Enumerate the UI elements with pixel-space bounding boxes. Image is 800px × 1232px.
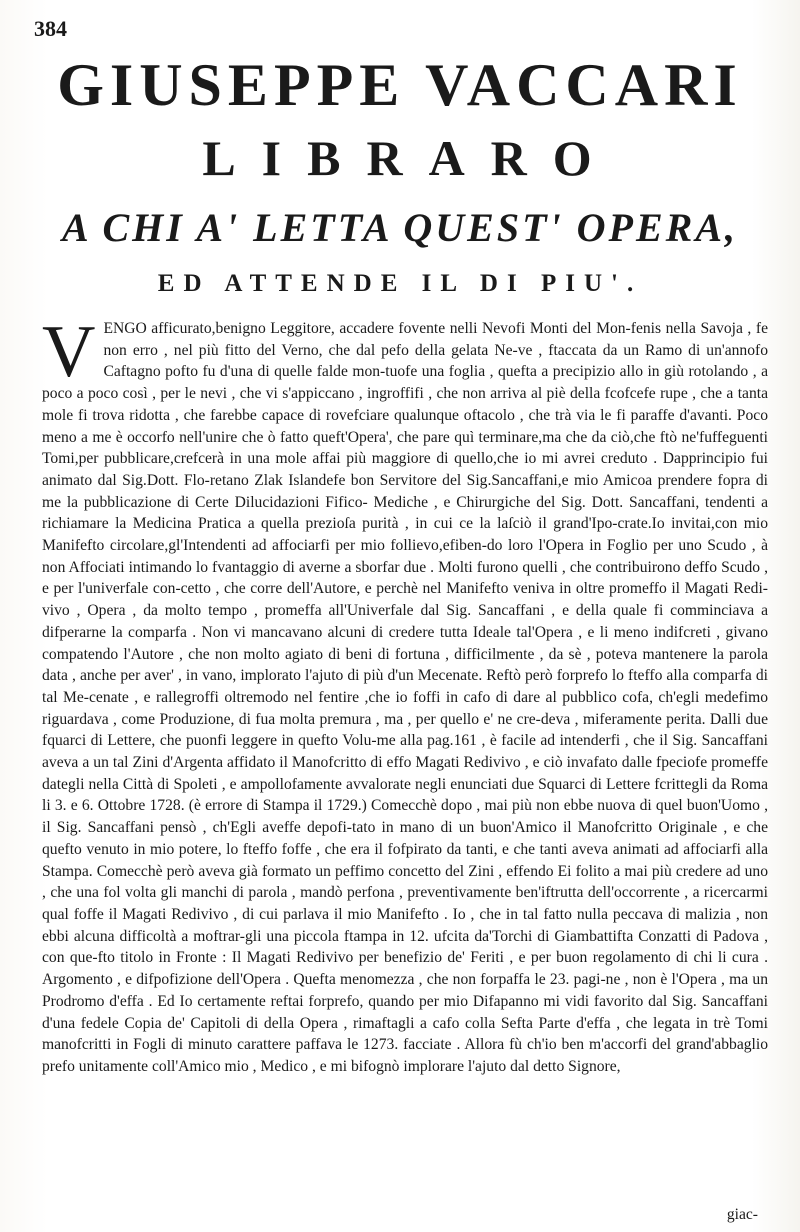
dedication-heading: A CHI A' LETTA QUEST' OPERA, — [62, 205, 738, 250]
subtitle-heading: ED ATTENDE IL DI PIU'. — [157, 270, 643, 297]
printer-profession: LIBRARO — [202, 130, 618, 186]
page-number: 384 — [34, 16, 67, 41]
catchword: giac- — [726, 1206, 758, 1223]
body-paragraph — [42, 311, 768, 1078]
printer-name: GIUSEPPE VACCARI — [57, 52, 743, 118]
body-text — [42, 311, 768, 1078]
paragraph-text: ENGO afficurato,benigno Leggitore, accadere fovente nelli Nevofi Monti del Mon-fenis nella Savoja , fe non erro , nel più fitto del Verno, che dal pefo della gelata Ne-ve , ftaccata da un Ramo di un'annofo Caftagno pofto fu d'una di quelle falde mon-tuofe una foglia , quefta a precipizio allo in giù rotolando , a poco a poco così , per le nevi , che vi s'appiccano , ingroffifi , che non arriva al piè della fcofcefe rupe , che a tanta mole fi trova ridotta , che farebbe capace di rovefciare qualunque oftacolo , che trà via le fi paraffe d'avanti. Poco meno a me è occorfo nell'unire che ò fatto queft'Opera', che pare quì terminare,ma che da ciò,che ftò ne'fuffeguenti Tomi,per pubblicare,crefcerà in una mole affai più maggiore di quello,che io mi avrei creduto . Dapprincipio fui animato dal Sig.Dott. Flo-retano Zlak Islandefe bon Servitore del Sig.Sancaffani,e mio Amicoa prendere fopra di me la pubblicazione di Certe Dilucidazioni Fifico- Mediche , e Chirurgiche del Sig. Dott. Sancaffani, tendenti a richiamare la Medicina Pratica a quella prezioſa purità , in cui ce la laſciò il grand'Ipo-crate.Io invitai,con mio Manifefto circolare,gl'Intendenti ad affociarfi per mio follievo,efiben-do loro l'Opera in Foglio per uno Scudo , à non Affociati intimando lo fvantaggio di averne a sborfar due . Molti furono quelli , che contribuirono deffo Scudo , e per l'univerfale con-cetto , che corre dell'Autore, e perchè nel Manifefto veniva in oltre promeffo il Magati Redi-vivo , Opera , da molto tempo , promeffa all'Univerfale dal Sig. Sancaffani , e della quale fi comminciava a difperarne la comparfa . Non vi mancavano alcuni di credere tutta Ideale tal'Opera , e li meno indifcreti , givano compatendo l'Autore , che non molto agiato di beni di fortuna , difficilmente , da sè , poteva mantenere la parola data , anche per aver' , in vano, implorato l'ajuto di più d'un Mecenate. Reftò però forprefo lo fteffo alla comparfa di tal Me-cenate , e rallegroffi oltremodo nel fentire ,che io foffi in cafo di dare al pubblico cofa, ch'egli medefimo riguardava , come Produzione, di fua molta premura , ma , per quello e' ne cre-deva , miferamente perita. Dalli due fquarci di Lettere, che puonfi leggere in quefto Volu-me alla pag.161 , è facile ad intenderfi , che il Sig. Sancaffani aveva a un tal Zini d'Argenta affidato il Manofcritto di effo Magati Redivivo , e ciò invafato dalle fpeciofe promeffe dategli nella Città di Spoleti , e ampollofamente avvalorate negli enunciati due Squarci di Lettere fcrittegli da Roma li 3. e 6. Ottobre 1728. (è errore di Stampa il 1729.) Comecchè dopo , mai più non ebbe nuova di quel buon'Uomo , il Sig. Sancaffani pensò , ch'Egli aveffe depofi-tato in mano di un buon'Amico il Manofcritto Originale , e che quefto venuto in mio potere, lo fteffo foffe , che era il fofpirato da tanti, e che tanti aveva animati ad affociarfi alla Stampa. Comecchè però aveva già formato un peffimo concetto del Zini , effendo Ei folito a mai più credere ad uno , che una fol volta gli manchi di parola , mandò perfona , preventivamente ben'iftrutta dell'occorrente , a ricercarmi qual foffe il Magati Redivivo , di cui parlava il mio Manifefto . Io , che in tal fatto nulla peccava di malizia , non ebbi alcuna difficoltà a moftrar-gli una piccola ftampa in 12. ufcita da'Torchi di Giambattifta Conzatti di Padova , con que-fto titolo in Fronte : Il Magati Redivivo per benefizio de' Feriti , e per buon regolamento di chi li cura . Argomento , e difpofizione dell'Opera . Quefta menomezza , che non forpaffa le 23. pagi-ne , non è l'Opera , ma un Prodromo d'effa . Ed Io certamente reftai forprefo, quando per mio Difapanno mi vidi favorito dal Sig. Sancaffani d'una fedele Copia de' Capitoli di della Opera , rimaftagli a cafo colla Sefta Parte d'effa , che legata in trè Tomi manofcritti in Fogli di minuto carattere paffava le 1273. facciate . Allora fù ch'io ben m'accorfi del grand'abbaglio prefo unitamente coll'Amico mio , Medico , e mi bifognò implorare l'ajuto dal detto Signore, — [42, 320, 768, 1075]
drop-cap: V — [42, 311, 96, 393]
